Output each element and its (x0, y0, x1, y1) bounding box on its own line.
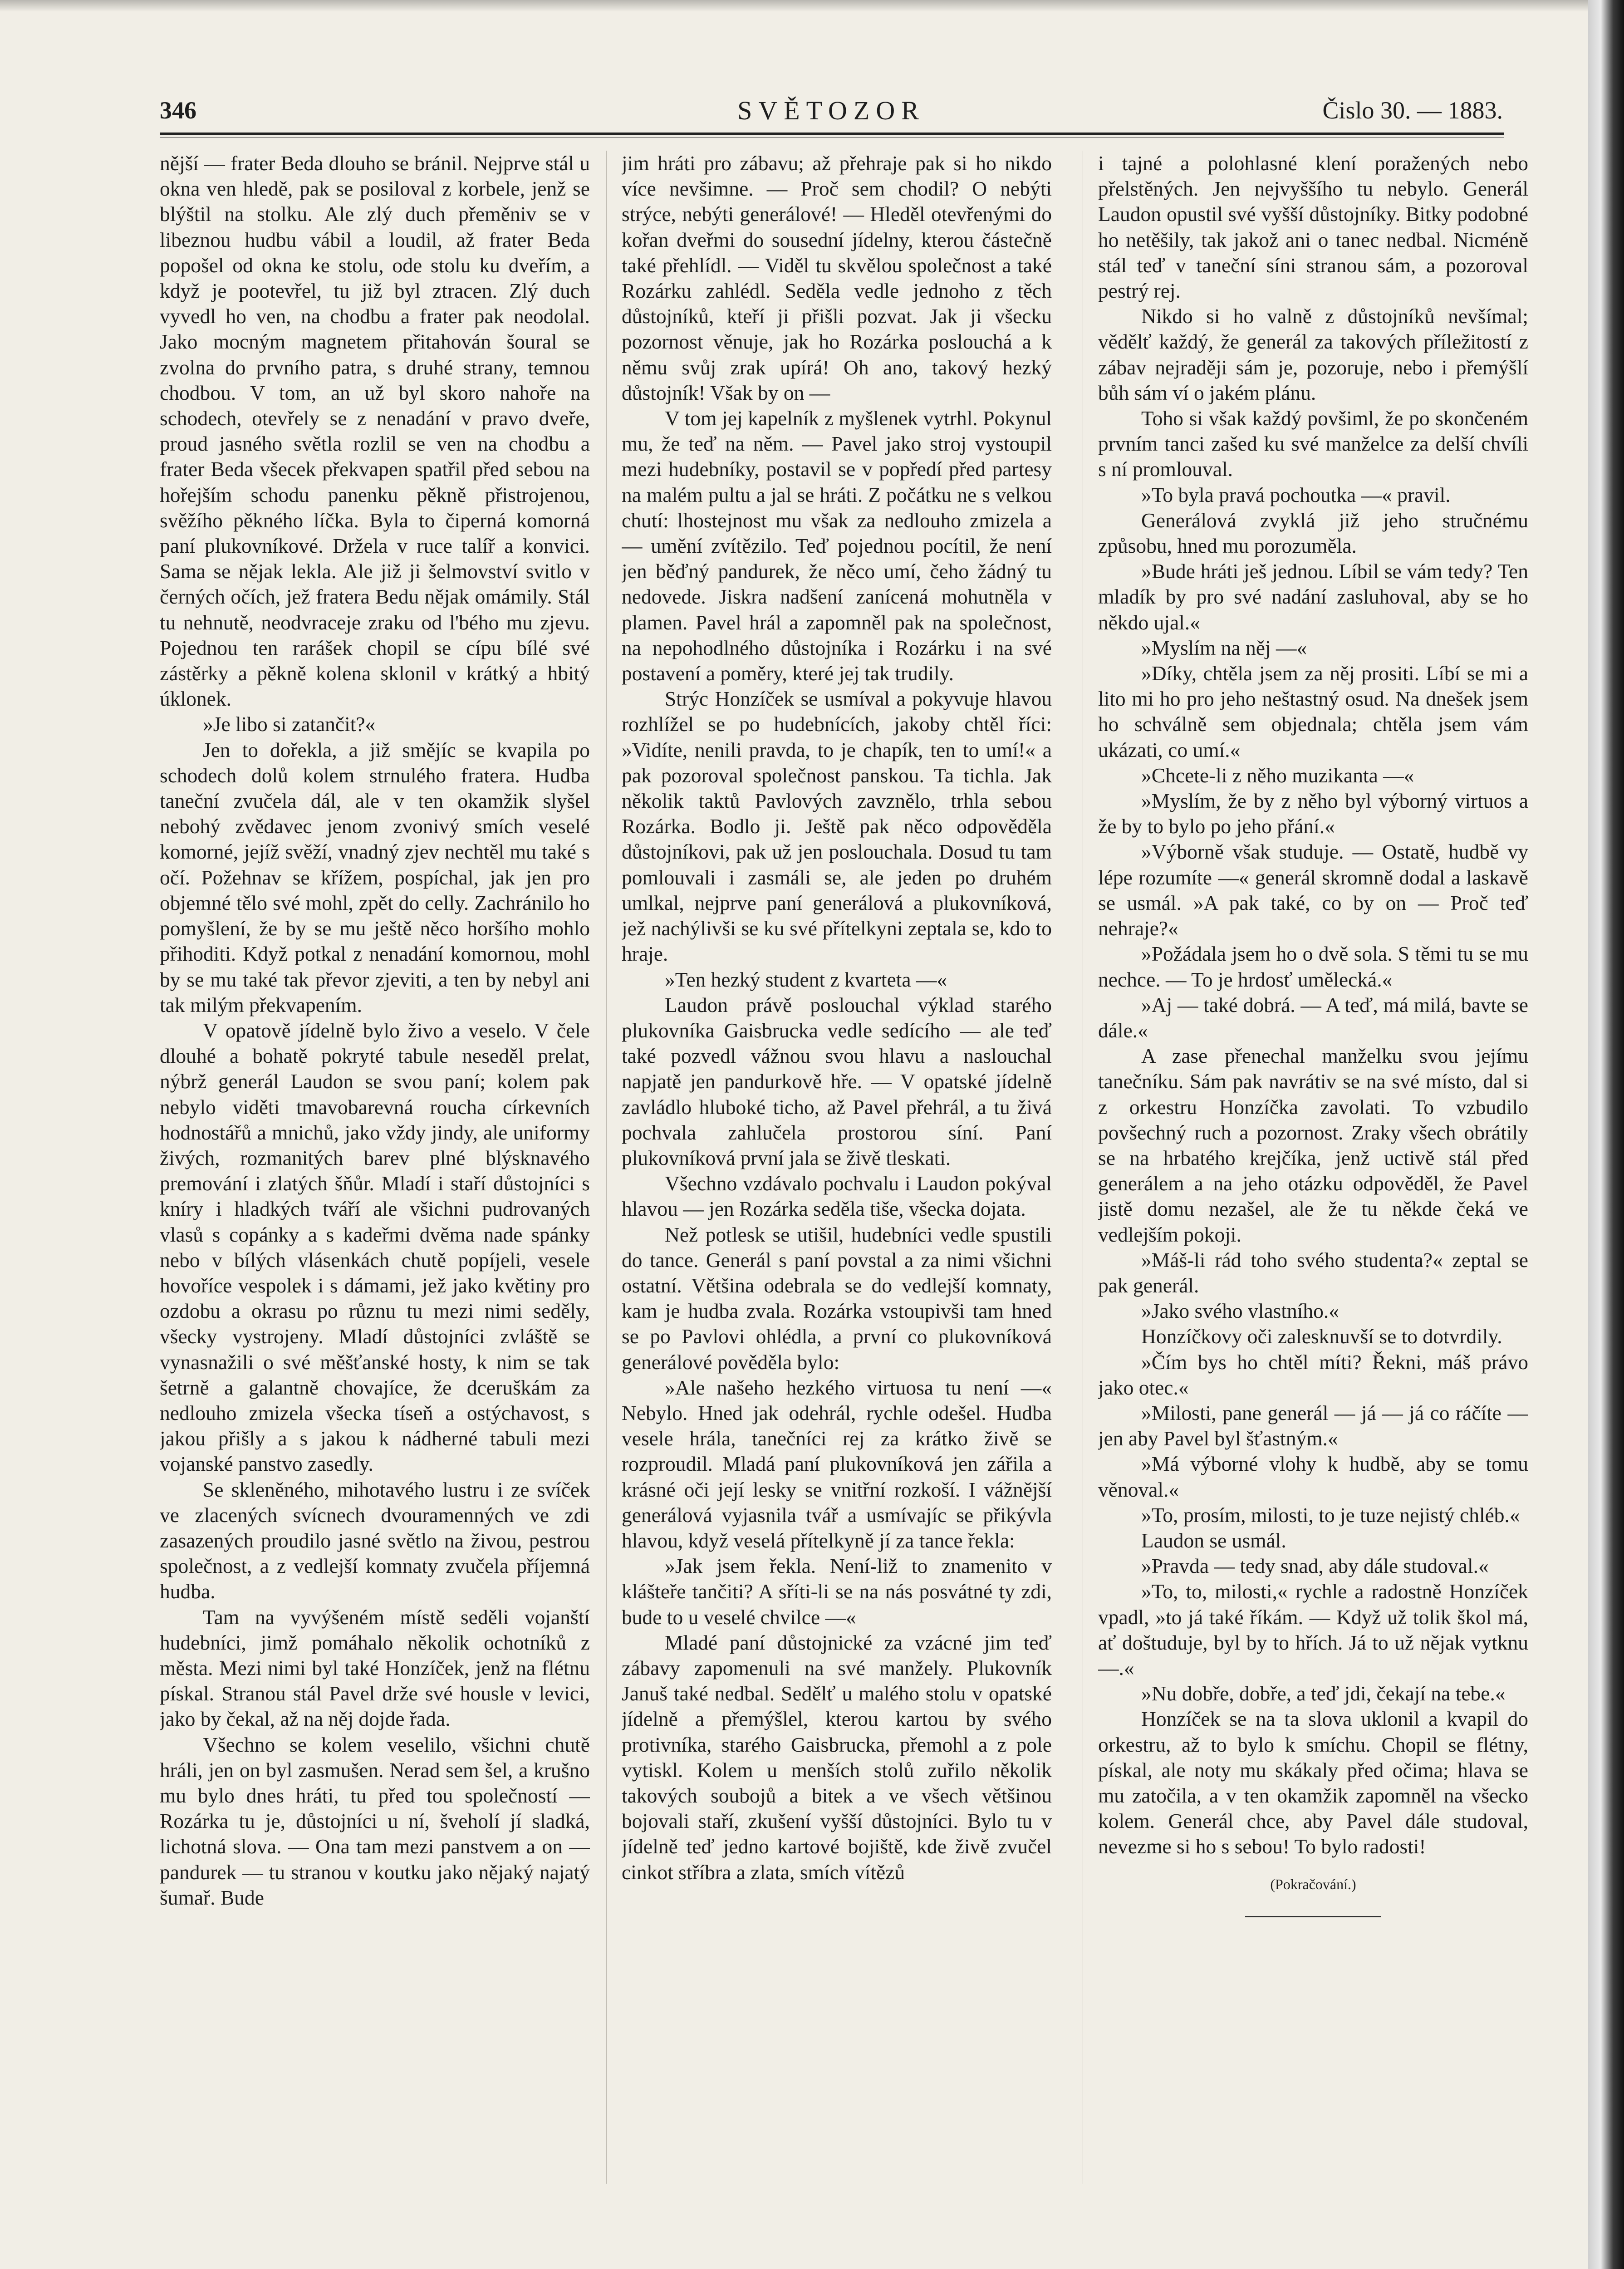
paragraph: »Milosti, pane generál — já — já co ráčíte — jen aby Pavel byl šťastným.« (1098, 1401, 1528, 1450)
text-column-1 (160, 151, 590, 2215)
paragraph: Než potlesk se utišil, hudebníci vedle spustili do tance. Generál s paní povstal a za nimi všichni ostatní. Většina odebrala se do vedlejší komnaty, kam je hudba zvala. Rozárka vstoupivši tam hned se po Pavlovi ohlédla, a první co plukovníková generálové pověděla bylo: (622, 1223, 1052, 1374)
text-column-3 (1098, 151, 1528, 2215)
paragraph: Strýc Honzíček se usmíval a pokyvuje hlavou rozhlížel se po hudebnících, jakoby chtěl říci: »Vidíte, nenili pravda, to je chapík, ten to umí!« a pak pozoroval společnost panskou. Ta tichla. Jak několik taktů Pavlových zavznělo, trhla sebou Rozárka. Bodlo ji. Ještě pak něco odpověděla důstojníkovi, pak už jen poslouchala. Dosud tu tam pomlouvali i zasmáli se, ale jeden po druhém umlkal, nejprve paní generálová a plukovníková, jež nachýlivši se ku své přítelkyni zeptala se, kdo to hraje. (622, 687, 1052, 966)
paragraph: Se skleněného, mihotavého lustru i ze svíček ve zlacených svícnech dvouramenných ve zdi zasazených proudilo jasné světlo na živou, pestrou společnost, a z vedlejší komnaty zvučela příjemná hudba. (160, 1478, 590, 1603)
continuation-note: (Pokračování.) (1270, 1876, 1356, 1892)
issue-number: Čislo 30. — 1883. (1322, 97, 1503, 124)
page-header (160, 95, 1503, 127)
paragraph: »Máš-li rád toho svého studenta?« zeptal se pak generál. (1098, 1248, 1528, 1297)
paragraph: »Díky, chtěla jsem za něj prositi. Líbí se mi a lito mi ho pro jeho neštastný osud. Na dnešek jsem ho schválně sem objednala; chtěla jsem vám ukázati, co umí.« (1098, 662, 1528, 761)
paragraph: »To, prosím, milosti, to je tuze nejistý chléb.« (1141, 1503, 1520, 1527)
paragraph: »Ale našeho hezkého virtuosa tu není —« Nebylo. Hned jak odehrál, rychle odešel. Hudba vesele hrála, tanečníci rej za krátko živě se rozproudil. Mladá paní plukovníková jen zářila a krásné oči její lesky se vnitřní rozkoší. I vážnější generálová vyjasnila tvář a usmívajíc se přikývla hlavou, když veselá přítelkyně jí za tance řekla: (622, 1375, 1052, 1552)
paragraph: »Pravda — tedy snad, aby dále studoval.« (1141, 1554, 1489, 1578)
paragraph: »Požádala jsem ho o dvě sola. S těmi tu se mu nechce. — To je hrdosť umělecká.« (1098, 942, 1528, 991)
header-rule (160, 133, 1504, 135)
paragraph: »Jako svého vlastního.« (1141, 1299, 1339, 1323)
paragraph: »Nu dobře, dobře, a teď jdi, čekají na tebe.« (1141, 1682, 1506, 1705)
page-number: 346 (160, 97, 196, 124)
paragraph: »Je libo si zatančit?« (203, 712, 376, 736)
journal-title: SVĚTOZOR (737, 96, 925, 125)
scan-top-shadow (0, 0, 1588, 12)
paragraph: »Ten hezký student z kvarteta —« (665, 968, 947, 991)
paragraph: »Bude hráti ješ jednou. Líbil se vám tedy? Ten mladík by pro své nadání zasluhoval, aby se ho někdo ujal.« (1098, 560, 1528, 634)
paragraph: »Má výborné vlohy k hudbě, aby se tomu věnoval.« (1098, 1452, 1528, 1501)
scan-edge (1588, 0, 1624, 2269)
paragraph: »Chcete-li z něho muzikanta —« (1141, 763, 1414, 787)
paragraph: Tam na vyvýšeném místě seděli vojanští hudebníci, jimž pomáhalo několik ochotníků z města. Mezi nimi byl také Honzíček, jenž na flétnu pískal. Stranou stál Pavel drže své housle v levici, jako by čekal, až na něj dojde řada. (160, 1605, 590, 1731)
end-rule (1245, 1916, 1381, 1917)
paragraph: »To byla pravá pochoutka —« pravil. (1141, 483, 1451, 506)
paragraph: Jen to dořekla, a již smějíc se kvapila po schodech dolů kolem strnulého fratera. Hudba taneční zvučela dál, ale v ten okamžik slyšel nebohý zvědavec jenom zvonivý smích veselé komorné, jejíž svěží, vnadný zjev nechtěl mu také s očí. Požehnav se křížem, pospíchal, jak jen pro objemné tělo své mohl, zpět do celly. Zachránilo ho pomyšlení, že by se mu ještě něco horšího mohlo přihoditi. Když potkal z nenadání komornou, mohl by se mu také tak převor zjeviti, a ten by nebyl ani tak milým překvapením. (160, 738, 590, 1017)
paragraph: Nikdo si ho valně z důstojníků nevšímal; vědělť každý, že generál za takových příležitostí z zábav nejraději sám je, pozoruje, nebo i přemýšlí bůh sám ví o jakém plánu. (1098, 304, 1528, 404)
paragraph: Laudon se usmál. (1141, 1528, 1286, 1552)
paragraph: Všechno vzdávalo pochvalu i Laudon pokýval hlavou — jen Rozárka seděla tiše, všecka dojata. (622, 1172, 1052, 1221)
paragraph: nější — frater Beda dlouho se bránil. Nejprve stál u okna ven hledě, pak se posiloval z korbele, jenž se blýštil na stolku. Ale zlý duch přeměniv se v libeznou hudbu vábil a loudil, až frater Beda popošel od okna ke stolu, ode stolu ku dveřím, a když je pootevřel, tu již byl ztracen. Zlý duch vyvedl ho ven, na chodbu a frater pak neodolal. Jako mocným magnetem přitahován šoural se zvolna do prvního patra, s druhé strany, temnou chodbou. V tom, an už byl skoro nahoře na schodech, otevřely se z nenadání v pravo dveře, proud jasného světla rozlil se ven na chodbu a frater Beda všecek překvapen spatřil před sebou na hořejším schodu panenku pěkně přistrojenou, svěžího pěkného líčka. Byla to čiperná komorná paní plukovníkové. Držela v ruce talíř a konvici. Sama se nějak lekla. Ale již ji šelmovství svitlo v černých očích, jež fratera Bedu nějak omámily. Stál tu nehnutě, neodvraceje zraku od l'bého mu zjevu. Pojednou ten rarášek chopil se cípu bílé své zástěrky a pěkně kolena sklonil v krátký a hbitý úklonek. (160, 152, 590, 711)
paragraph: jim hráti pro zábavu; až přehraje pak si ho nikdo více nevšimne. — Proč sem chodil? O nebýti strýce, nebýti generálové! — Hleděl otevřenými do kořan dveřmi do sousední jídelny, kterou částečně také přehlídl. — Viděl tu skvělou společnost a také Rozárku zahlédl. Seděla vedle jednoho z těch důstojníků, kteří ji přišli pozvat. Jak ji všecku pozornost věnuje, jak ho Rozárka poslouchá a k němu svůj zrak upírá! Oh ano, takový hezký důstojník! Však by on — (622, 152, 1052, 404)
paragraph: Honzíček se na ta slova uklonil a kvapil do orkestru, až to bylo k smíchu. Chopil se flétny, pískal, ale noty mu skákaly před očima; hlava se mu zatočila, a v ten okamžik zapomněl na všecko kolem. Generál chce, aby Pavel dále studoval, nevezme si ho s sebou! To bylo radosti! (1098, 1707, 1528, 1858)
paragraph: Mladé paní důstojnické za vzácné jim teď zábavy zapomenuli na své manžely. Plukovník Januš také nedbal. Sedělť u malého stolu v opatské jídelně a přemýšlel, kterou kartou by svého protivníka, starého Gaisbrucka, přemohl a z pole vytiskl. Kolem u menších stolů zuřilo několik takových soubojů a bitek a ve všech většinou bojovali staří, zkušení vyšší důstojníci. Bylo tu v jídelně teď jedno kartové bojiště, kde živě zvučel cinkot stříbra a zlata, smích vítězů (622, 1631, 1052, 1884)
header-rule-thin (160, 137, 1504, 138)
paragraph: »To, to, milosti,« rychle a radostně Honzíček vpadl, »to já také říkám. — Když už tolik škol má, ať doštuduje, byl by to hřích. Já to už nějak vytknu —.« (1098, 1580, 1528, 1680)
paragraph: »Čím bys ho chtěl míti? Řekni, máš právo jako otec.« (1098, 1350, 1528, 1399)
paragraph: A zase přenechal manželku svou jejímu tanečníku. Sám pak navrátiv se na své místo, dal si z orkestru Honzíčka zavolati. To vzbudilo povšechný ruch a pozornost. Zraky všech obrátily se na hrbatého krejčíka, jenž uctivě stál před generálem a na jeho otázku odpověděl, že Pavel jistě domu nezašel, ale že tu někde čeká ve vedlejším pokoji. (1098, 1044, 1528, 1246)
paragraph: »Myslím na něj —« (1141, 636, 1307, 659)
paragraph: »Jak jsem řekla. Není-liž to znamenito v klášteře tančiti? A sříti-li se na nás posvátné ty zdi, bude to u veselé chvilce —« (622, 1554, 1052, 1629)
paragraph: Toho si však každý povšiml, že po skončeném prvním tanci zašed ku své manželce za delší chvíli s ní promlouval. (1098, 407, 1528, 481)
paragraph: Všechno se kolem veselilo, všichni chutě hráli, jen on byl zasmušen. Nerad sem šel, a krušno mu bylo dnes hráti, tu před tou společností — Rozárka tu je, důstojníci u ní, šveholí jí sladká, lichotná slova. — Ona tam mezi panstvem a on — pandurek — tu stranou v koutku jako nějaký najatý šumař. Bude (160, 1733, 590, 1909)
paragraph: V tom jej kapelník z myšlenek vytrhl. Pokynul mu, že teď na něm. — Pavel jako stroj vystoupil mezi hudebníky, postavil se v popředí před partesy na malém pultu a jal se hráti. Z počátku ne s velkou chutí: lhostejnost mu však za nedlouho zmizela a — umění zvítězilo. Teď pojednou pocítil, že není jen běďný pandurek, že něco umí, čeho žádný tu nedovede. Jiskra nadšení zanícená mohutněla v plamen. Pavel hrál a zapomněl pak na společnost, na nepohodlného důstojníka i Rozárku i na své postavení a poměry, které jej tak trudily. (622, 407, 1052, 685)
paragraph: »Výborně však studuje. — Ostatě, hudbě vy lépe rozumíte —« generál skromně dodal a laskavě se usmál. »A pak také, co by on — Proč teď nehraje?« (1098, 840, 1528, 940)
paragraph: Laudon právě poslouchal výklad starého plukovníka Gaisbrucka vedle sedícího — ale teď také pozvedl vážnou svou hlavu a naslouchal napjatě jen pandurkově hře. — V opatské jídelně zavládlo hluboké ticho, až Pavel přehrál, a tu živá pochvala zahlučela prostorou síní. Paní plukovníková první jala se živě tleskati. (622, 993, 1052, 1169)
paragraph: »Aj — také dobrá. — A teď, má milá, bavte se dále.« (1098, 993, 1528, 1042)
paragraph: V opatově jídelně bylo živo a veselo. V čele dlouhé a bohatě pokryté tabule neseděl prelat, nýbrž generál Laudon se svou paní; kolem pak nebylo viděti tmavobarevná roucha církevních hodnostářů a mnichů, jako vždy jindy, ale uniformy živých, rozmanitých barev plné blýsknavého premování i zlatých šňůr. Mladí i staří důstojníci s kníry i hladkých tváří ale všichni pudrovaných vlasů s copánky a s kadeřmi dvěma nade spánky nebo v bílých vlásenkách chutě popíjeli, vesele hovoříce vespolek i s dámami, jež jako květiny pro ozdobu a okrasu po různu tu mezi nimi seděly, všecky vystrojeny. Mladí důstojníci zvláště se vynasnažili o své měšťanské hosty, k nim se tak šetrně a galantně chovajíce, že dceruškám za nedlouho zmizela všecka tíseň a ostýchavost, s jakou přišly a s jakou k nádherné tabuli mezi vojanské panstvo zasedly. (160, 1018, 590, 1476)
paragraph: i tajné a polohlasné klení poražených nebo přelstěných. Jen nejvyššího tu nebylo. Generál Laudon opustil své vyšší důstojníky. Bitky podobné ho netěšily, tak jakož ani o tanec nedbal. Nicméně stál teď v taneční síni stranou sám, a pozoroval pestrý rej. (1098, 152, 1528, 303)
paragraph: Honzíčkovy oči zalesknuvší se to dotvrdily. (1141, 1325, 1502, 1348)
paragraph: »Myslím, že by z něho byl výborný virtuos a že by to bylo po jeho přání.« (1098, 789, 1528, 838)
paragraph: Generálová zvyklá již jeho stručnému způsobu, hned mu porozuměla. (1098, 508, 1528, 558)
column-divider (606, 151, 607, 2184)
text-column-2 (622, 151, 1052, 2215)
